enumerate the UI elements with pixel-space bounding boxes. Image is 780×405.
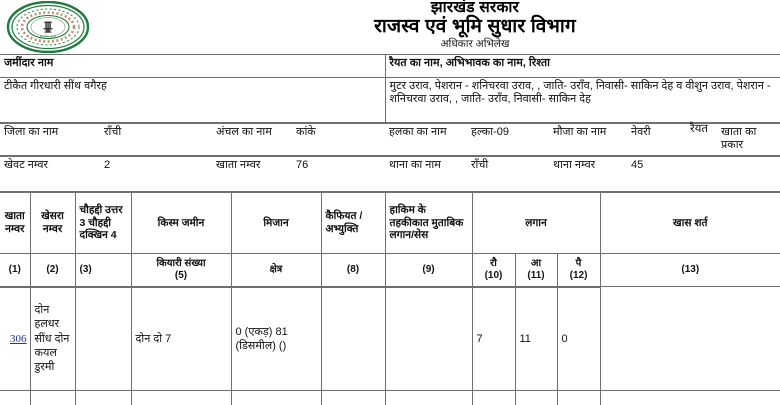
col-kaifiyat-header: कैफियत / अभ्युक्ति — [321, 192, 385, 253]
khata-no-label: खाता नम्वर — [212, 156, 292, 191]
next-row-khesra-cell — [30, 390, 75, 405]
table-row — [0, 78, 780, 123]
row-mijan-cell: 0 (एकड़) 81 (डिसमील) () — [231, 287, 321, 390]
next-row-aa-cell — [515, 390, 557, 405]
col-num-13: (13) — [600, 253, 780, 286]
next-row-kaifiyat-cell — [321, 390, 385, 405]
raiyat-name-label: रैयत का नाम, अभिभावक का नाम, रिश्ता — [385, 55, 780, 78]
col-kism-header: किस्म जमीन — [131, 192, 231, 253]
department-title: राजस्व एवं भूमि सुधार विभाग — [374, 16, 576, 38]
table-row — [0, 156, 780, 191]
table-row — [0, 55, 780, 78]
records-table — [0, 287, 780, 405]
col-num-8: (8) — [321, 253, 385, 286]
row-khas-shart-cell — [600, 287, 780, 390]
khata-type-value: रैयत — [690, 123, 708, 135]
col-kiyari-header — [131, 253, 231, 286]
col-rau-label: रौ — [490, 258, 497, 270]
halka-label: हलका का नाम — [385, 124, 467, 156]
thana-no-value: 45 — [627, 156, 780, 191]
col-khesra-header: खेसरा नम्वर — [30, 192, 75, 253]
row-khesra-cell: दोन हलधर सींध दोन कयल डुरमी — [30, 287, 75, 390]
khewat-label: खेवट नम्वर — [0, 156, 100, 191]
table-row — [0, 253, 780, 286]
khata-no-value: 76 — [292, 156, 385, 191]
row-hakim-cell — [385, 287, 472, 390]
district-value: राँची — [100, 124, 212, 156]
row-kaifiyat-cell — [321, 287, 385, 390]
thana-name-label: थाना का नाम — [385, 156, 467, 191]
col-pai-label: पै — [575, 258, 582, 270]
row-rau-cell: 7 — [472, 287, 515, 390]
table-row — [0, 192, 780, 253]
thana-no-label: थाना नम्वर — [549, 156, 627, 191]
row-pai-cell: 0 — [557, 287, 600, 390]
column-header-table — [0, 192, 780, 287]
document-subtitle: अधिकार अभिलेख — [440, 37, 510, 50]
row-khata-cell — [0, 287, 30, 390]
identity-table — [0, 54, 780, 123]
col-num-2: (2) — [30, 253, 75, 286]
khewat-table — [0, 156, 780, 192]
page-masthead — [0, 0, 780, 54]
table-row — [0, 390, 780, 405]
col-aa-header — [515, 253, 557, 286]
svg-text:सत्यमेव जयते: सत्यमेव जयते — [39, 34, 57, 39]
col-lagan-header: लगान — [472, 192, 600, 253]
col-num-11: (11) — [527, 269, 545, 281]
row-aa-cell: 11 — [515, 287, 557, 390]
zamindar-name-value: टीकैत गीरधारी सींथ वगैरह — [0, 78, 385, 123]
next-row-khas-shart-cell — [600, 390, 780, 405]
table-row — [0, 124, 780, 156]
next-row-chauhaddi-cell — [75, 390, 131, 405]
district-label: जिला का नाम — [0, 124, 100, 156]
anchal-label: अंचल का नाम — [212, 124, 292, 156]
khewat-value: 2 — [100, 156, 212, 191]
next-row-kism-cell — [131, 390, 231, 405]
raiyat-name-value: मुटर उराव, पेशरान - शनिचरवा उराव, , जाति- उराँव, निवासी- साकिन देह व वीशुन उराव, पेशरान - शनिचरवा उराव, , जाति- उराँव, निवासी- साकिन देह — [385, 78, 780, 123]
col-chauhaddi-header: चौहद्दी उत्तर 3 चौहद्दी दक्खिन 4 — [75, 192, 131, 253]
table-row — [0, 287, 780, 390]
thana-name-value: राँची — [467, 156, 549, 191]
title-block — [300, 0, 650, 50]
col-rau-header — [472, 253, 515, 286]
mauja-value: नेवरी — [627, 124, 717, 156]
next-row-pai-cell — [557, 390, 600, 405]
khata-type-label: खाता का प्रकार — [717, 124, 780, 156]
jharkhand-government-emblem-icon — [6, 1, 90, 53]
col-mijan-header: मिजान — [231, 192, 321, 253]
government-title: झारखंड सरकार — [430, 0, 520, 16]
row-kism-cell: दोन दो 7 — [131, 287, 231, 390]
col-num-3: (3) — [75, 253, 131, 286]
halka-value: हल्का-09 — [467, 124, 549, 156]
next-row-hakim-cell — [385, 390, 472, 405]
khata-number-link[interactable]: 306 — [10, 332, 27, 345]
col-num-5: (5) — [174, 269, 188, 281]
col-num-10: (10) — [484, 269, 503, 281]
col-hakim-header: हाकिम के तहकीकात मुताबिक लगान/सेस — [385, 192, 472, 253]
location-table — [0, 123, 780, 156]
col-khas-shart-header: खास शर्त — [600, 192, 780, 253]
anchal-value: कांके — [292, 124, 385, 156]
col-aa-label: आ — [530, 258, 542, 270]
col-pai-header — [557, 253, 600, 286]
col-kshetra-header: क्षेत्र — [231, 253, 321, 286]
col-khata-header: खाता नम्वर — [0, 192, 30, 253]
next-row-khata-cell — [0, 390, 30, 405]
col-kiyari-label: कियारी संख्या — [156, 258, 206, 270]
col-num-9: (9) — [385, 253, 472, 286]
zamindar-name-label: जमींदार नाम — [0, 55, 385, 78]
next-row-rau-cell — [472, 390, 515, 405]
col-num-1: (1) — [0, 253, 30, 286]
col-num-12: (12) — [569, 269, 588, 281]
next-row-mijan-cell — [231, 390, 321, 405]
row-chauhaddi-cell — [75, 287, 131, 390]
mauja-label: मौजा का नाम — [549, 124, 627, 156]
